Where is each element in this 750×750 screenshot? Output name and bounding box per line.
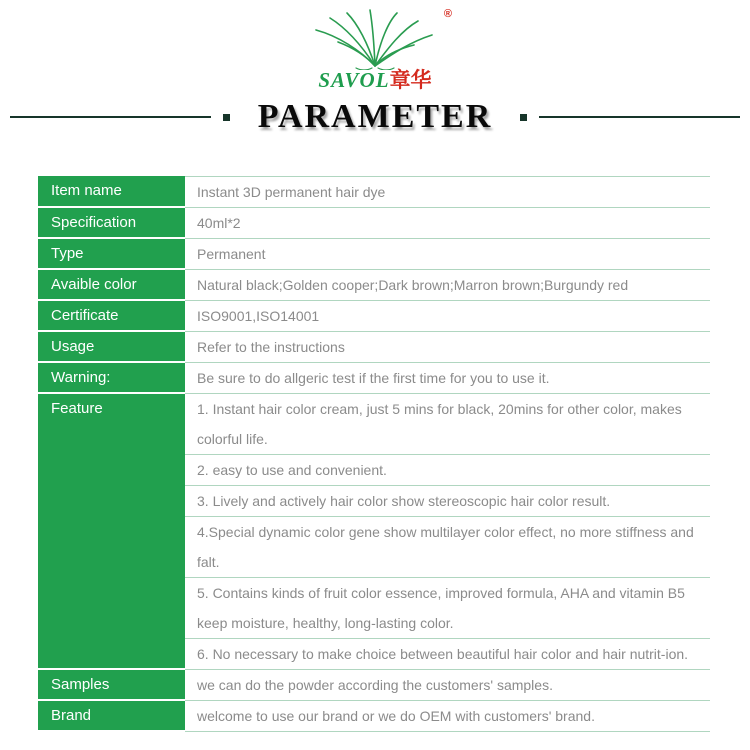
leaf-bundle-icon	[300, 8, 450, 70]
row-value: welcome to use our brand or we do OEM with customers' brand.	[185, 701, 710, 732]
row-values	[185, 270, 710, 301]
table-row	[38, 270, 710, 301]
row-label: Certificate	[38, 301, 185, 332]
row-value: 6. No necessary to make choice between beautiful hair color and hair nutrit-ion.	[185, 639, 710, 670]
table-row	[38, 176, 710, 208]
parameter-header	[0, 98, 750, 136]
row-value: Permanent	[185, 239, 710, 270]
title-dot-left	[223, 114, 230, 121]
row-label: Brand	[38, 701, 185, 732]
table-row	[38, 208, 710, 239]
row-values	[185, 208, 710, 239]
page-title: PARAMETER	[257, 98, 493, 135]
row-value: 40ml*2	[185, 208, 710, 239]
row-values	[185, 332, 710, 363]
row-value: Natural black;Golden cooper;Dark brown;Marron brown;Burgundy red	[185, 270, 710, 301]
row-values	[185, 394, 710, 670]
table-row	[38, 239, 710, 270]
registered-trademark-icon: ®	[443, 8, 452, 20]
row-value: ISO9001,ISO14001	[185, 301, 710, 332]
brand-name	[318, 68, 431, 92]
table-row	[38, 332, 710, 363]
row-values	[185, 363, 710, 394]
row-values	[185, 176, 710, 208]
row-value: 5. Contains kinds of fruit color essence, improved formula, AHA and vitamin B5 keep moisture, healthy, long-lasting color.	[185, 578, 710, 639]
table-row	[38, 670, 710, 701]
title-dot-right	[520, 114, 527, 121]
row-value: Instant 3D permanent hair dye	[185, 176, 710, 208]
row-label: Usage	[38, 332, 185, 363]
row-label: Specification	[38, 208, 185, 239]
title-rule-left	[10, 116, 211, 118]
row-values	[185, 301, 710, 332]
row-label: Samples	[38, 670, 185, 701]
row-values	[185, 701, 710, 732]
table-row	[38, 363, 710, 394]
logo-mark	[300, 8, 450, 70]
row-value: Refer to the instructions	[185, 332, 710, 363]
row-values	[185, 239, 710, 270]
table-row	[38, 701, 710, 732]
row-value: 3. Lively and actively hair color show stereoscopic hair color result.	[185, 486, 710, 517]
title-rule-right	[539, 116, 740, 118]
row-label: Avaible color	[38, 270, 185, 301]
row-label: Warning:	[38, 363, 185, 394]
row-label: Item name	[38, 176, 185, 208]
table-row	[38, 301, 710, 332]
row-label: Type	[38, 239, 185, 270]
row-values	[185, 670, 710, 701]
row-value: we can do the powder according the customers' samples.	[185, 670, 710, 701]
brand-name-latin: SAVOL	[318, 68, 390, 92]
row-value: 2. easy to use and convenient.	[185, 455, 710, 486]
parameter-table	[38, 176, 710, 732]
row-value: 1. Instant hair color cream, just 5 mins for black, 20mins for other color, makes colorful life.	[185, 394, 710, 455]
row-value: 4.Special dynamic color gene show multilayer color effect, no more stiffness and falt.	[185, 517, 710, 578]
row-label: Feature	[38, 394, 185, 670]
logo	[0, 0, 750, 92]
row-value: Be sure to do allgeric test if the first time for you to use it.	[185, 363, 710, 394]
brand-name-chinese: 章华	[389, 68, 432, 92]
table-row	[38, 394, 710, 670]
